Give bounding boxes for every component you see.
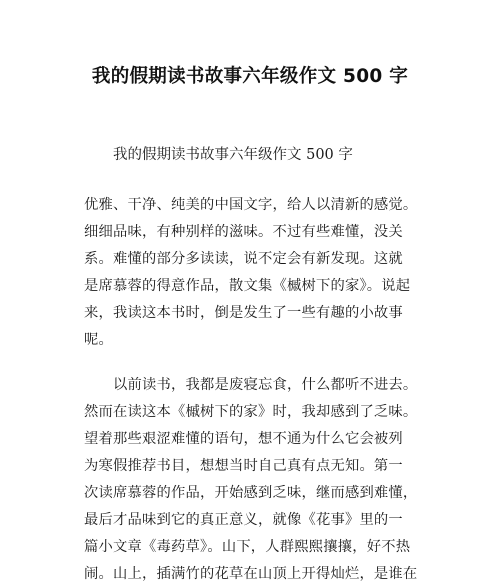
paragraph-1 <box>84 192 424 354</box>
paragraph-line: 细细品味，有种别样的滋味。不过有些难懂，没关 <box>84 224 403 240</box>
paragraph-2 <box>84 372 424 588</box>
paragraph-line: 是席慕蓉的得意作品，散文集《槭树下的家》。说起 <box>84 278 411 294</box>
paragraph-line: 系。难懂的部分多读读，说不定会有新发现。这就 <box>84 251 403 267</box>
document-subtitle: 我的假期读书故事六年级作文 500 字 <box>113 147 353 163</box>
document-title: 我的假期读书故事六年级作文 500 字 <box>91 66 409 87</box>
paragraph-line: 以前读书，我都是废寝忘食，什么都听不进去。 <box>84 377 418 393</box>
paragraph-line: 呢。 <box>84 332 113 348</box>
paragraph-line: 来，我读这本书时，倒是发生了一些有趣的小故事 <box>84 305 403 321</box>
paragraph-line: 最后才品味到它的真正意义，就像《花事》里的一 <box>84 512 403 528</box>
paragraph-line: 次读席慕蓉的作品，开始感到乏味，继而感到难懂， <box>84 485 418 501</box>
paragraph-line: 闹。山上，插满竹的花草在山顶上开得灿烂，是谁在 <box>84 566 418 582</box>
paragraph-line: 然而在读这本《槭树下的家》时，我却感到了乏味。 <box>84 404 418 420</box>
paragraph-line: 篇小文章《毒药草》。山下，人群熙熙攘攘，好不热 <box>84 539 411 555</box>
paragraph-line: 为寒假推荐书目，想想当时自己真有点无知。第一 <box>84 458 403 474</box>
paragraph-line: 望着那些艰涩难懂的语句，想不通为什么它会被列 <box>84 431 403 447</box>
paragraph-line: 优雅、干净、纯美的中国文字，给人以清新的感觉。 <box>84 197 418 213</box>
